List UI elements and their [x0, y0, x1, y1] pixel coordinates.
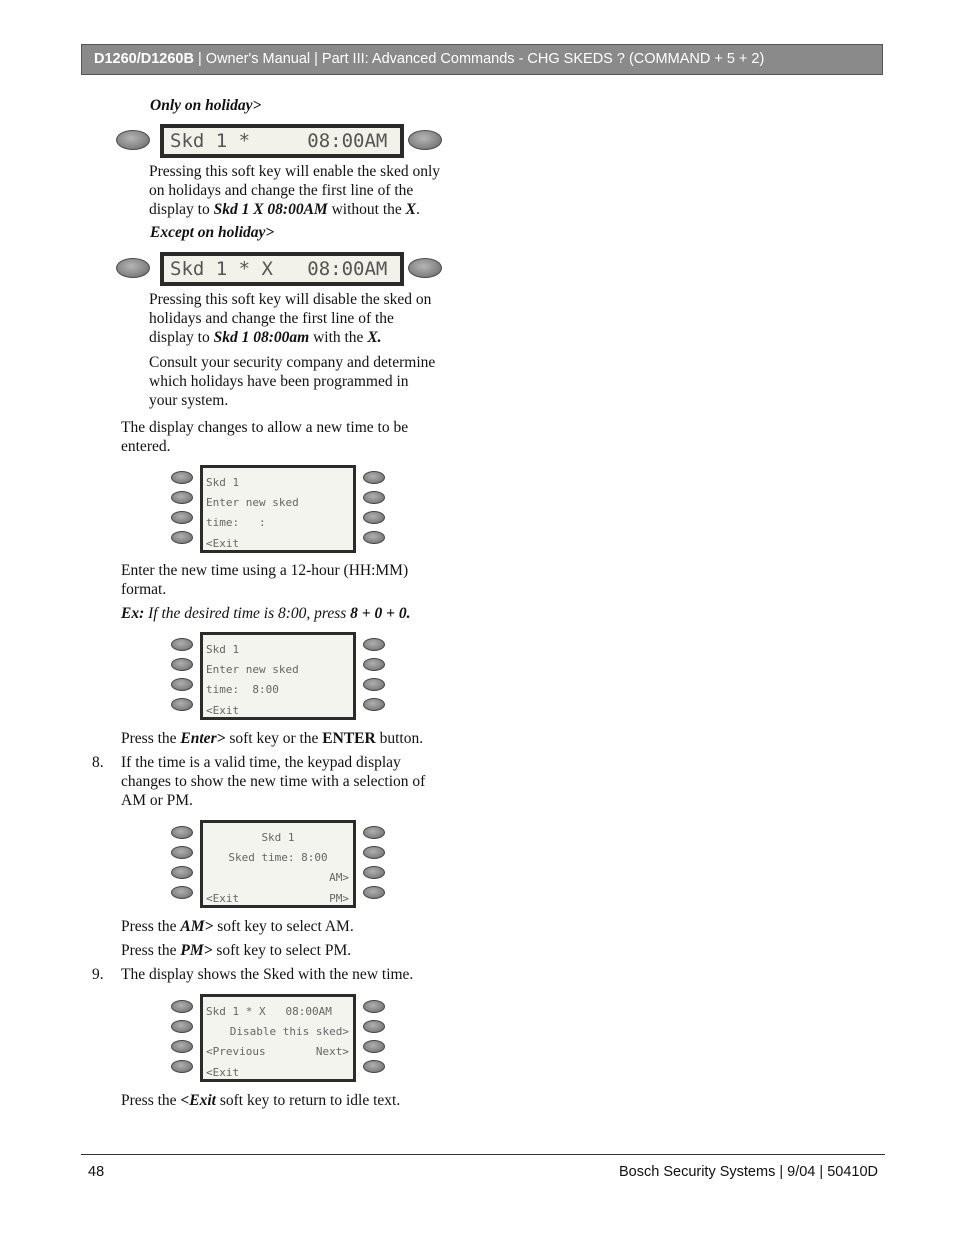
right-soft-key	[363, 866, 385, 879]
left-soft-key	[116, 130, 150, 150]
footer-rule	[81, 1154, 885, 1155]
right-soft-key	[363, 658, 385, 671]
right-soft-key	[363, 886, 385, 899]
left-soft-key	[116, 258, 150, 278]
display-screen: Skd 1 * 08:00AM	[160, 124, 404, 158]
paragraph-line: which holidays have been programmed in	[149, 373, 409, 390]
keypad-display-new-sked	[168, 994, 390, 1086]
display-screen: Skd 1 Enter new sked time: : <Exit	[200, 465, 356, 553]
left-soft-key	[171, 1060, 193, 1073]
paragraph-line: holidays and change the first line of the	[149, 310, 394, 327]
right-soft-key	[363, 1020, 385, 1033]
left-soft-key	[171, 886, 193, 899]
keypad-display-am-pm	[168, 820, 390, 912]
paragraph-line: Press the AM> soft key to select AM.	[121, 918, 354, 935]
left-soft-key	[171, 471, 193, 484]
right-soft-key	[363, 471, 385, 484]
left-soft-key	[171, 846, 193, 859]
keypad-display-time-entered	[168, 632, 390, 724]
display-screen: Skd 1 Enter new sked time: 8:00 <Exit	[200, 632, 356, 720]
paragraph-line: Press the <Exit soft key to return to idle text.	[121, 1092, 401, 1109]
paragraph-line: The display changes to allow a new time to be	[121, 419, 409, 436]
left-soft-key	[171, 866, 193, 879]
page-number: 48	[88, 1164, 105, 1180]
paragraph-line: display to Skd 1 08:00am with the X.	[149, 329, 382, 346]
paragraph-line: Consult your security company and determine	[149, 354, 436, 371]
paragraph-line: Pressing this soft key will disable the sked on	[149, 291, 432, 308]
except-on-holiday-heading: Except on holiday>	[150, 224, 275, 241]
left-soft-key	[171, 1020, 193, 1033]
display-screen: Skd 1 Sked time: 8:00 AM> <Exit PM>	[200, 820, 356, 908]
right-soft-key	[363, 698, 385, 711]
paragraph-line: The display shows the Sked with the new time.	[121, 966, 414, 983]
keypad-display-except-holiday	[110, 252, 455, 292]
right-soft-key	[363, 1060, 385, 1073]
paragraph-line: format.	[121, 581, 167, 598]
keypad-display-only-holiday	[110, 124, 455, 164]
footer-publisher: Bosch Security Systems | 9/04 | 50410D	[619, 1164, 878, 1180]
left-soft-key	[171, 1040, 193, 1053]
left-soft-key	[171, 658, 193, 671]
keypad-display-enter-sked	[168, 465, 390, 557]
left-soft-key	[171, 511, 193, 524]
right-soft-key	[363, 531, 385, 544]
paragraph-line: Press the Enter> soft key or the ENTER button.	[121, 730, 424, 747]
right-soft-key	[363, 826, 385, 839]
paragraph-line: display to Skd 1 X 08:00AM without the X.	[149, 201, 420, 218]
display-screen: Skd 1 * X 08:00AM Disable this sked> <Previous Next> <Exit	[200, 994, 356, 1082]
header-title: | Owner's Manual | Part III: Advanced Commands - CHG SKEDS ? (COMMAND + 5 + 2)	[193, 51, 765, 67]
left-soft-key	[171, 531, 193, 544]
right-soft-key	[363, 511, 385, 524]
left-soft-key	[171, 678, 193, 691]
paragraph-line: changes to show the new time with a selection of	[121, 773, 426, 790]
only-on-holiday-heading: Only on holiday>	[150, 97, 262, 114]
example-line: Ex: If the desired time is 8:00, press 8 + 0 + 0.	[121, 605, 411, 622]
right-soft-key	[363, 1000, 385, 1013]
right-soft-key	[408, 130, 442, 150]
display-screen: Skd 1 * X 08:00AM	[160, 252, 404, 286]
left-soft-key	[171, 1000, 193, 1013]
left-soft-key	[171, 698, 193, 711]
paragraph-line: Enter the new time using a 12-hour (HH:MM)	[121, 562, 409, 579]
running-header	[81, 44, 883, 75]
right-soft-key	[363, 1040, 385, 1053]
header-model: D1260/D1260B	[94, 51, 194, 67]
left-soft-key	[171, 638, 193, 651]
paragraph-line: your system.	[149, 392, 229, 409]
step-number: 9.	[92, 966, 104, 983]
right-soft-key	[363, 846, 385, 859]
right-soft-key	[363, 678, 385, 691]
right-soft-key	[408, 258, 442, 278]
right-soft-key	[363, 491, 385, 504]
left-soft-key	[171, 491, 193, 504]
paragraph-line: entered.	[121, 438, 171, 455]
paragraph-line: Pressing this soft key will enable the sked only	[149, 163, 441, 180]
paragraph-line: AM or PM.	[121, 792, 193, 809]
paragraph-line: on holidays and change the first line of the	[149, 182, 414, 199]
step-number: 8.	[92, 754, 104, 771]
paragraph-line: If the time is a valid time, the keypad display	[121, 754, 401, 771]
left-soft-key	[171, 826, 193, 839]
paragraph-line: Press the PM> soft key to select PM.	[121, 942, 352, 959]
right-soft-key	[363, 638, 385, 651]
